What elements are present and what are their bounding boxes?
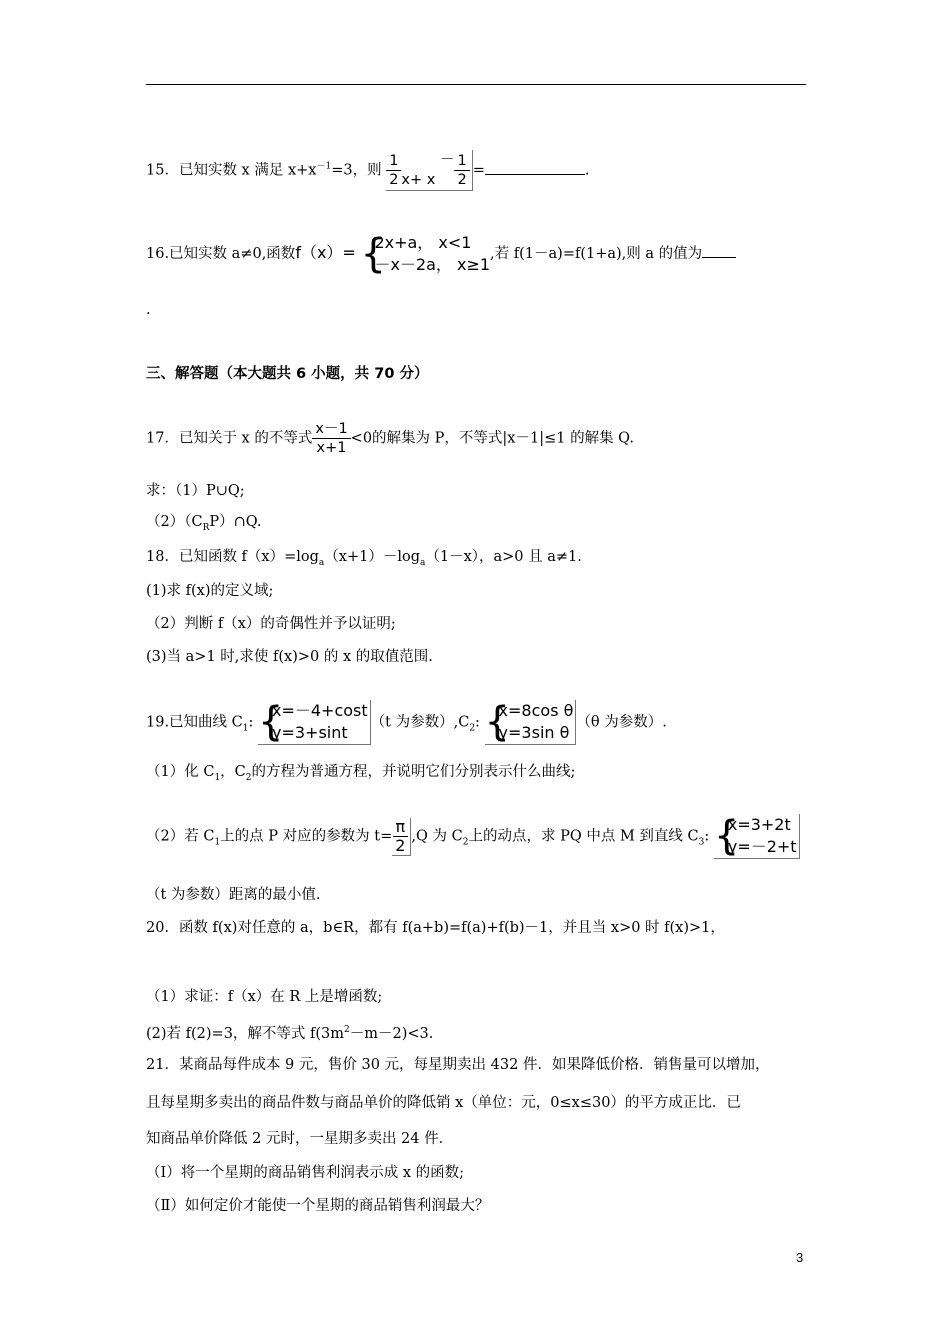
question-21: 21．某商品每件成本 9 元，售价 30 元，每星期卖出 432 件．如果降低价格．销售量可以增加， <box>146 1057 770 1073</box>
q19-curve-c1 <box>258 700 371 745</box>
q16-row2: －x－2a， x≥1 <box>374 255 491 274</box>
section-3-title: 三、解答题（本大题共 6 小题，共 70 分） <box>146 366 429 382</box>
q19-p2s3: 3 <box>698 837 705 848</box>
q19-brace2: { <box>484 699 510 745</box>
q19-p1c: 的方程为普通方程，并说明它们分别表示什么曲线; <box>251 764 576 780</box>
q15-formula <box>386 150 473 191</box>
q17-num: x－1 <box>312 420 350 439</box>
q16-row1: 2x+a， x<1 <box>374 233 472 252</box>
q19-p2e: : <box>704 828 710 845</box>
q15-frac2 <box>454 152 469 189</box>
q18-part1: (1)求 f(x)的定义域; <box>146 583 274 599</box>
q15-den1: 2 <box>389 171 399 188</box>
q19-p1s1: 1 <box>214 772 221 783</box>
q19-end: （θ 为参数）. <box>576 714 667 731</box>
q16-piecewise <box>360 232 490 276</box>
q19-part2 <box>146 814 800 859</box>
q19-c2-y: y=3sin θ <box>498 723 570 742</box>
q15-equals: = <box>472 162 485 179</box>
q20-part2 <box>146 1020 433 1044</box>
q19-part1 <box>146 762 575 788</box>
q19-text: 19.已知曲线 C <box>146 714 243 731</box>
q19-pi: π <box>393 818 409 837</box>
q15-plus: + x <box>410 172 436 188</box>
q17-part2 <box>146 512 262 538</box>
q20-p2a: (2)若 f(2)=3，解不等式 f(3m <box>146 1025 345 1042</box>
question-19 <box>146 700 667 745</box>
q15-den2: 2 <box>457 171 467 188</box>
q18-sub2: a <box>419 557 426 568</box>
q17-part2a: （2）（C <box>146 514 203 530</box>
q19-colon2: : <box>475 714 480 731</box>
q21-part2: （Ⅱ）如何定价才能使一个星期的商品销售利润最大？ <box>146 1198 490 1214</box>
q21-part1: （Ⅰ）将一个星期的商品销售利润表示成 x 的函数; <box>146 1165 465 1181</box>
q15-text2: =3，则 <box>331 162 382 179</box>
q19-part2-end: （t 为参数）距离的最小值. <box>146 887 321 903</box>
q19-p2s2: 2 <box>462 837 469 848</box>
q19-c3-y: y=－2+t <box>727 837 797 856</box>
q15-frac1 <box>386 152 401 189</box>
q15-x: x <box>401 172 411 188</box>
q19-c3-x: x=3+2t <box>727 815 791 834</box>
q15-exponent: －1 <box>316 161 332 172</box>
q17-part2b: P）∩Q. <box>209 514 262 530</box>
q18-l1c: （1－x），a>0 且 a≠1. <box>425 549 582 565</box>
q19-pi-frac <box>392 818 411 856</box>
q19-p2d: 上的动点，求 PQ 中点 M 到直线 C <box>468 828 699 845</box>
q19-p2a: （2）若 C <box>146 828 215 845</box>
q17-text2: <0的解集为 P，不等式|x－1|≤1 的解集 Q. <box>350 430 634 447</box>
q18-part2: （2）判断 f（x）的奇偶性并予以证明; <box>146 616 396 632</box>
q15-period: . <box>584 162 590 179</box>
q16-text: 16.已知实数 a≠0,函数 <box>146 246 296 262</box>
q15-num1: 1 <box>386 152 401 171</box>
q16-text2: ,若 f(1－a)=f(1+a),则 a 的值为 <box>490 246 703 262</box>
q17-part2sub: R <box>202 522 210 533</box>
q19-p1b: ，C <box>220 764 246 780</box>
q19-p1s2: 2 <box>245 772 252 783</box>
q16-answer-blank <box>702 243 736 258</box>
q20-part1: （1）求证：f（x）在 R 上是增函数; <box>146 989 383 1005</box>
q19-p2b: 上的点 P 对应的参数为 t= <box>220 828 393 845</box>
question-18 <box>146 547 582 573</box>
question-17 <box>146 420 634 457</box>
q19-c1-y: y=3+sint <box>272 723 348 742</box>
q15-answer-blank <box>485 160 585 175</box>
q16-fx: f（x）= <box>295 243 356 262</box>
q17-den: x+1 <box>316 440 347 456</box>
q15-text: 15．已知实数 x 满足 x+x <box>146 162 317 179</box>
q18-l1a: 18．已知函数 f（x）=log <box>146 549 319 565</box>
q17-frac <box>312 420 350 457</box>
q15-num2: 1 <box>454 152 469 171</box>
header-rule <box>146 84 806 85</box>
q19-curve-c2 <box>485 700 577 745</box>
question-15 <box>146 150 589 191</box>
q19-p1a: （1）化 C <box>146 764 215 780</box>
question-20: 20．函数 f(x)对任意的 a，b∈R，都有 f(a+b)=f(a)+f(b)－1，并且当 x>0 时 f(x)>1， <box>146 920 725 936</box>
q17-ask: 求：（1）P∪Q; <box>146 483 245 499</box>
q20-p2sup: 2 <box>344 1025 350 1035</box>
q19-mid: （t 为参数）,C <box>370 714 470 731</box>
q19-c1-x: x=－4+cost <box>272 701 368 720</box>
q18-l1b: （x+1）－log <box>324 549 420 565</box>
page-number: 3 <box>796 1250 804 1265</box>
q17-text: 17．已知关于 x 的不等式 <box>146 430 313 447</box>
q19-brace3: { <box>713 813 740 859</box>
q21-line2: 且每星期多卖出的商品件数与商品单价的降低销 x（单位：元，0≤x≤30）的平方成正比．已 <box>146 1095 741 1111</box>
q19-c2-x: x=8cos θ <box>498 701 574 720</box>
q19-sub2: 2 <box>469 723 476 734</box>
q19-p2c: ,Q 为 C <box>411 828 463 845</box>
q19-line-c3 <box>714 814 800 859</box>
q18-part3: (3)当 a>1 时,求使 f(x)>0 的 x 的取值范围. <box>146 649 433 665</box>
q18-sub1: a <box>318 557 325 568</box>
q21-line3: 知商品单价降低 2 元时，一星期多卖出 24 件． <box>146 1131 454 1147</box>
q19-brace1: { <box>258 699 284 745</box>
q19-two: 2 <box>395 835 406 855</box>
q20-p2b: －m－2)<3. <box>349 1025 434 1042</box>
q19-colon1: : <box>248 714 254 731</box>
q19-sub1: 1 <box>242 723 249 734</box>
q15-minus: － <box>439 152 455 168</box>
question-16 <box>146 232 736 276</box>
q16-period: . <box>146 302 151 318</box>
q16-brace: { <box>360 231 386 277</box>
q19-p2s1: 1 <box>214 837 221 848</box>
